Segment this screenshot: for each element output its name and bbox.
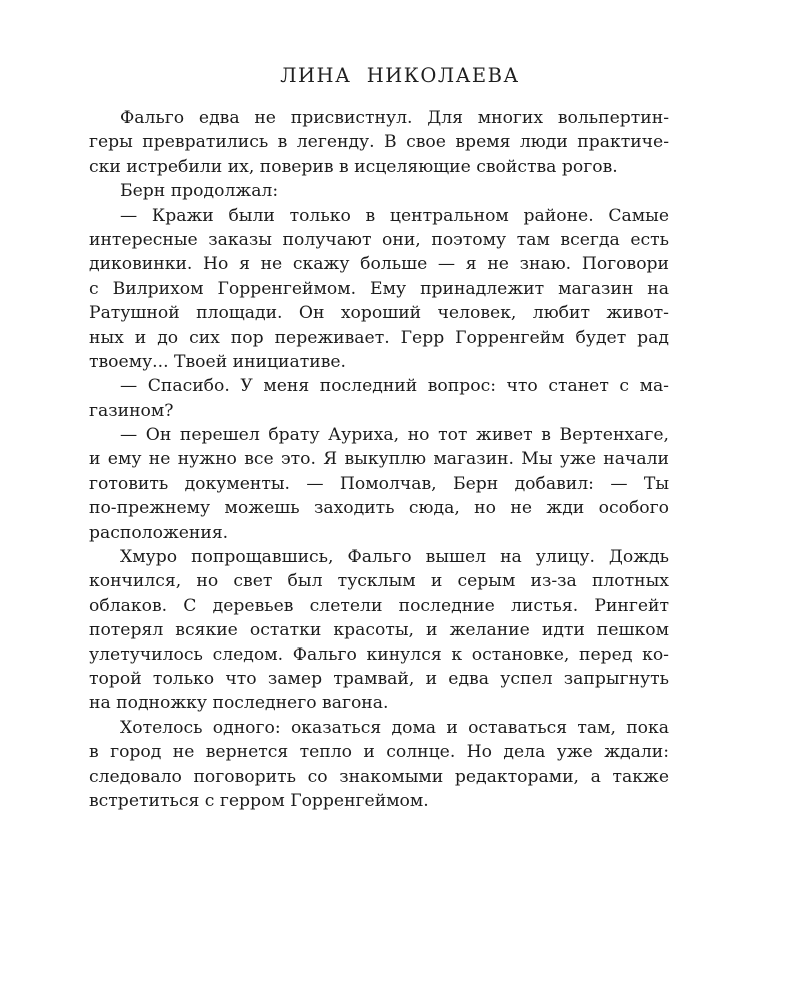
text-line: ски истребили их, поверив в исцеляющие свойства рогов.: [89, 156, 618, 177]
text-line: диковинки. Но я не скажу больше — я не знаю. Поговори: [89, 254, 669, 275]
text-line: газином?: [89, 400, 174, 421]
text-line: на подножку последнего вагона.: [89, 693, 389, 714]
text-line: торой только что замер трамвай, и едва успел запрыгнуть: [89, 668, 669, 689]
text-line: Фальго едва не присвистнул. Для многих вольпертин-: [120, 108, 669, 128]
text-line: твоему... Твоей инициативе.: [89, 351, 347, 372]
text-line: готовить документы. — Помолчав, Берн добавил: — Ты: [89, 473, 669, 494]
text-line: Берн продолжал:: [120, 181, 279, 202]
text-line: следовало поговорить со знакомыми редакторами, а также: [89, 766, 669, 787]
text-line: геры превратились в легенду. В свое время люди практиче-: [89, 132, 669, 153]
body-text: [89, 106, 669, 813]
text-line: расположения.: [89, 522, 229, 543]
text-line: Ратушной площади. Он хороший человек, любит живот-: [89, 303, 669, 324]
text-line: встретиться с герром Горренгеймом.: [89, 790, 429, 811]
text-line: в город не вернется тепло и солнце. Но дела уже ждали:: [89, 742, 669, 763]
text-line: и ему не нужно все это. Я выкуплю магазин. Мы уже начали: [89, 449, 669, 470]
running-head-author: ЛИНА НИКОЛАЕВА: [280, 64, 520, 87]
text-line: интересные заказы получают они, поэтому там всегда есть: [89, 229, 669, 250]
text-line: Хмуро попрощавшись, Фальго вышел на улицу. Дождь: [120, 547, 669, 568]
text-line: по-прежнему можешь заходить сюда, но не жди особого: [89, 498, 669, 519]
text-line: кончился, но свет был тусклым и серым из-за плотных: [89, 571, 669, 592]
text-line: облаков. С деревьев слетели последние листья. Рингейт: [89, 595, 669, 616]
text-line: улетучилось следом. Фальго кинулся к остановке, перед ко-: [89, 644, 669, 665]
text-line: — Кражи были только в центральном районе. Самые: [120, 205, 669, 226]
text-line: с Вилрихом Горренгеймом. Ему принадлежит магазин на: [89, 278, 669, 299]
text-line: — Он перешел брату Ауриха, но тот живет в Вертенхаге,: [120, 425, 669, 446]
text-line: потерял всякие остатки красоты, и желание идти пешком: [89, 620, 669, 641]
text-line: ных и до сих пор переживает. Герр Горренгейм будет рад: [89, 327, 669, 348]
text-line: Хотелось одного: оказаться дома и оставаться там, пока: [120, 717, 669, 738]
text-line: — Спасибо. У меня последний вопрос: что станет с ма-: [120, 376, 669, 397]
